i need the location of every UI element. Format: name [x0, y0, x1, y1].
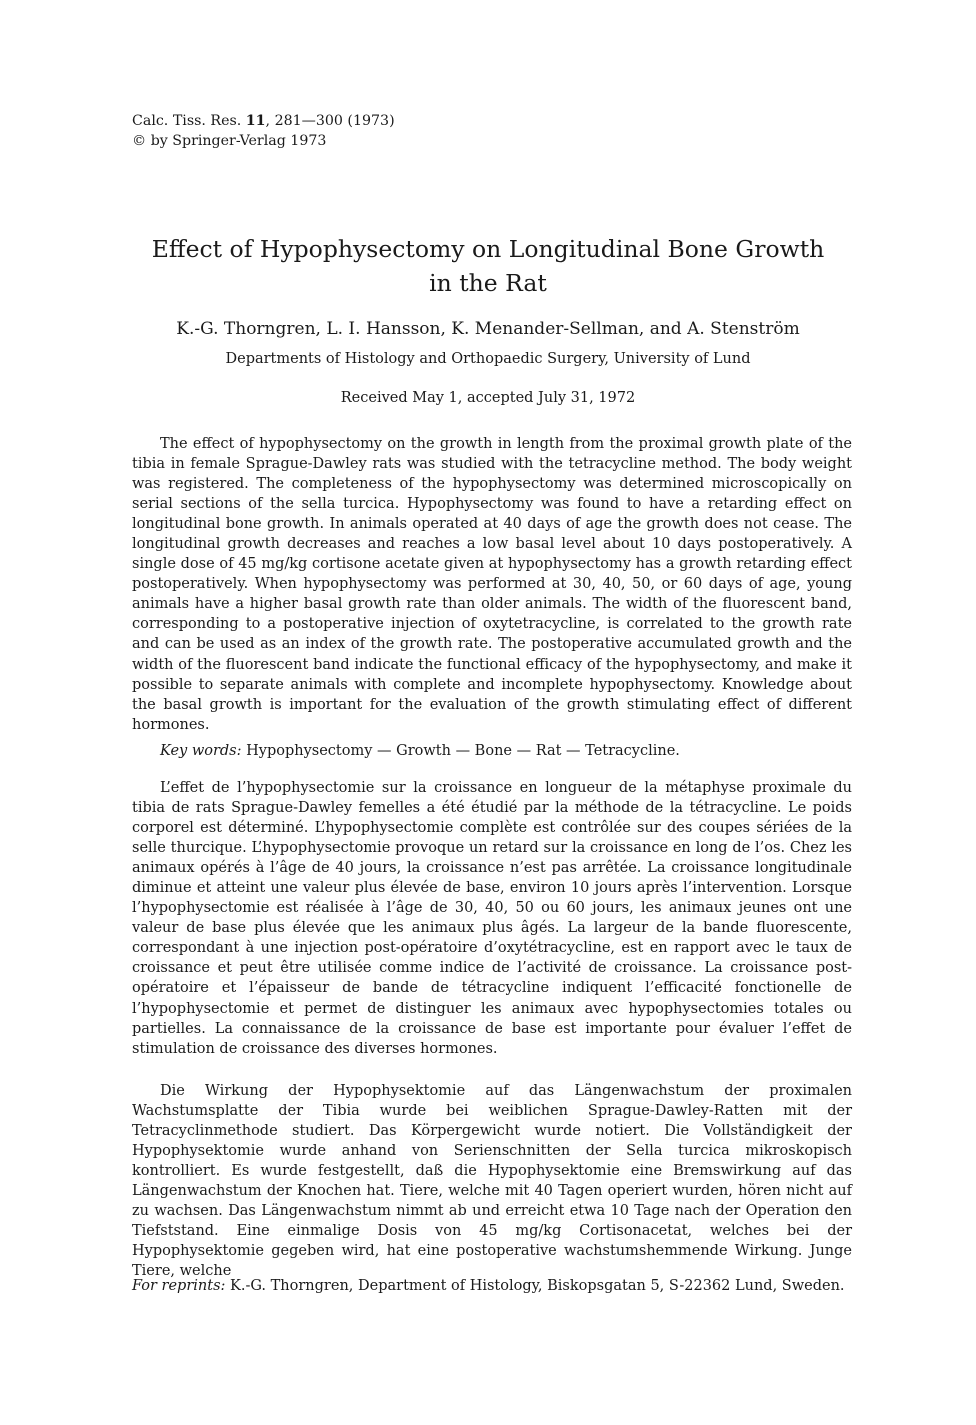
journal-header [132, 111, 395, 151]
title-line-2: in the Rat [429, 269, 547, 297]
reprint-footnote [132, 1276, 852, 1296]
copyright-line: © by Springer-Verlag 1973 [132, 133, 327, 149]
title-line-1: Effect of Hypophysectomy on Longitudinal Bone Growth [151, 235, 825, 263]
article-title [80, 232, 896, 300]
journal-volume: 11 [245, 113, 266, 129]
journal-citation: Calc. Tiss. Res. 11, 281—300 (1973) [132, 113, 395, 129]
affiliation: Departments of Histology and Orthopaedic Surgery, University of Lund [225, 351, 751, 367]
abstract-english: The effect of hypophysectomy on the growth in length from the proximal growth plate of the tibia in female Sprague-Dawley rats was studied with the tetracycline method. The body weight was registered. The completeness of the hypophysectomy was determined microscopically on serial sections of the sella turcica. Hypophysectomy was found to have a retarding effect on longitudinal bone growth. In animals operated at 40 days of age the growth does not cease. The longitudinal growth decreases and reaches a low basal level about 10 days postoperatively. A single dose of 45 mg/kg cortisone acetate given at hypophysectomy has a growth retarding effect postoperatively. When hypophysectomy was performed at 30, 40, 50, or 60 days of age, young animals have a higher basal growth rate than older animals. The width of the fluorescent band, corresponding to a postoperative injection of oxytetracycline, is correlated to the growth rate and can be used as an index of the growth rate. The postoperative accumulated growth and the width of the fluorescent band indicate the functional efficacy of the hypophysectomy, and make it possible to separate animals with complete and incomplete hypophysectomy. Knowledge about the basal growth is important for the evaluation of the growth stimulating effect of different hormones. [132, 436, 852, 733]
keywords-text: Hypophysectomy — Growth — Bone — Rat — Tetracycline. [241, 743, 680, 759]
author-list: K.-G. Thorngren, L. I. Hansson, K. Menander-Sellman, and A. Stenström [176, 319, 800, 339]
received-date: Received May 1, accepted July 31, 1972 [340, 390, 636, 406]
footnote-text: K.-G. Thorngren, Department of Histology, Biskopsgatan 5, S-22362 Lund, Sweden. [225, 1278, 845, 1294]
keywords-label: Key words: [160, 743, 242, 759]
abstract-french: L’effet de l’hypophysectomie sur la croissance en longueur de la métaphyse proximale du tibia de rats Sprague-Dawley femelles a été étudié par la méthode de la tétracycline. Le poids corporel est déterminé. L’hypophysectomie complète est contrôlée sur des coupes sériées de la selle thurcique. L’hypophysectomie provoque un retard sur la croissance en long de l’os. Chez les animaux opérés à l’âge de 40 jours, la croissance n’est pas arrêtée. La croissance longitudinale diminue et atteint une valeur plus élevée de base, environ 10 jours après l’intervention. Lorsque l’hypophysectomie est réalisée à l’âge de 30, 40, 50 ou 60 jours, les animaux jeunes ont une valeur de base plus élevée que les animaux plus âgés. La largeur de la bande fluorescente, correspondant à une injection post-opératoire d’oxytétracycline, est en rapport avec le taux de croissance et peut être utilisée comme indice de l’activité de croissance. La croissance post-opératoire et l’épaisseur de bande de tétracycline indiquent l’efficacité fonctionelle de l’hypophysectomie et permet de distinguer les animaux avec hypophysectomies totales ou partielles. La connaissance de la croissance de base est importante pour évaluer l’effet de stimulation de croissance des diverses hormones. [132, 780, 852, 1057]
abstract-german: Die Wirkung der Hypophysektomie auf das Längenwachstum der proximalen Wachstumsplatte der Tibia wurde bei weiblichen Sprague-Dawley-Ratten mit der Tetracyclinmethode studiert. Das Körpergewicht wurde notiert. Die Vollständigkeit der Hypophysektomie wurde anhand von Serienschnitten der Sella turcica mikroskopisch kontrolliert. Es wurde festgestellt, daß die Hypophysektomie eine Bremswirkung auf das Längenwachstum der Knochen hat. Tiere, welche mit 40 Tagen operiert wurden, hören nicht auf zu wachsen. Das Längenwachstum nimmt ab und erreicht etwa 10 Tage nach der Operation den Tiefststand. Eine einmalige Dosis von 45 mg/kg Cortisonacetat, welches bei der Hypophysektomie gegeben wird, hat eine postoperative wachstumshemmende Wirkung. Junge Tiere, welche [132, 1083, 852, 1280]
keywords [160, 741, 680, 761]
footnote-label: For reprints: [132, 1278, 226, 1294]
